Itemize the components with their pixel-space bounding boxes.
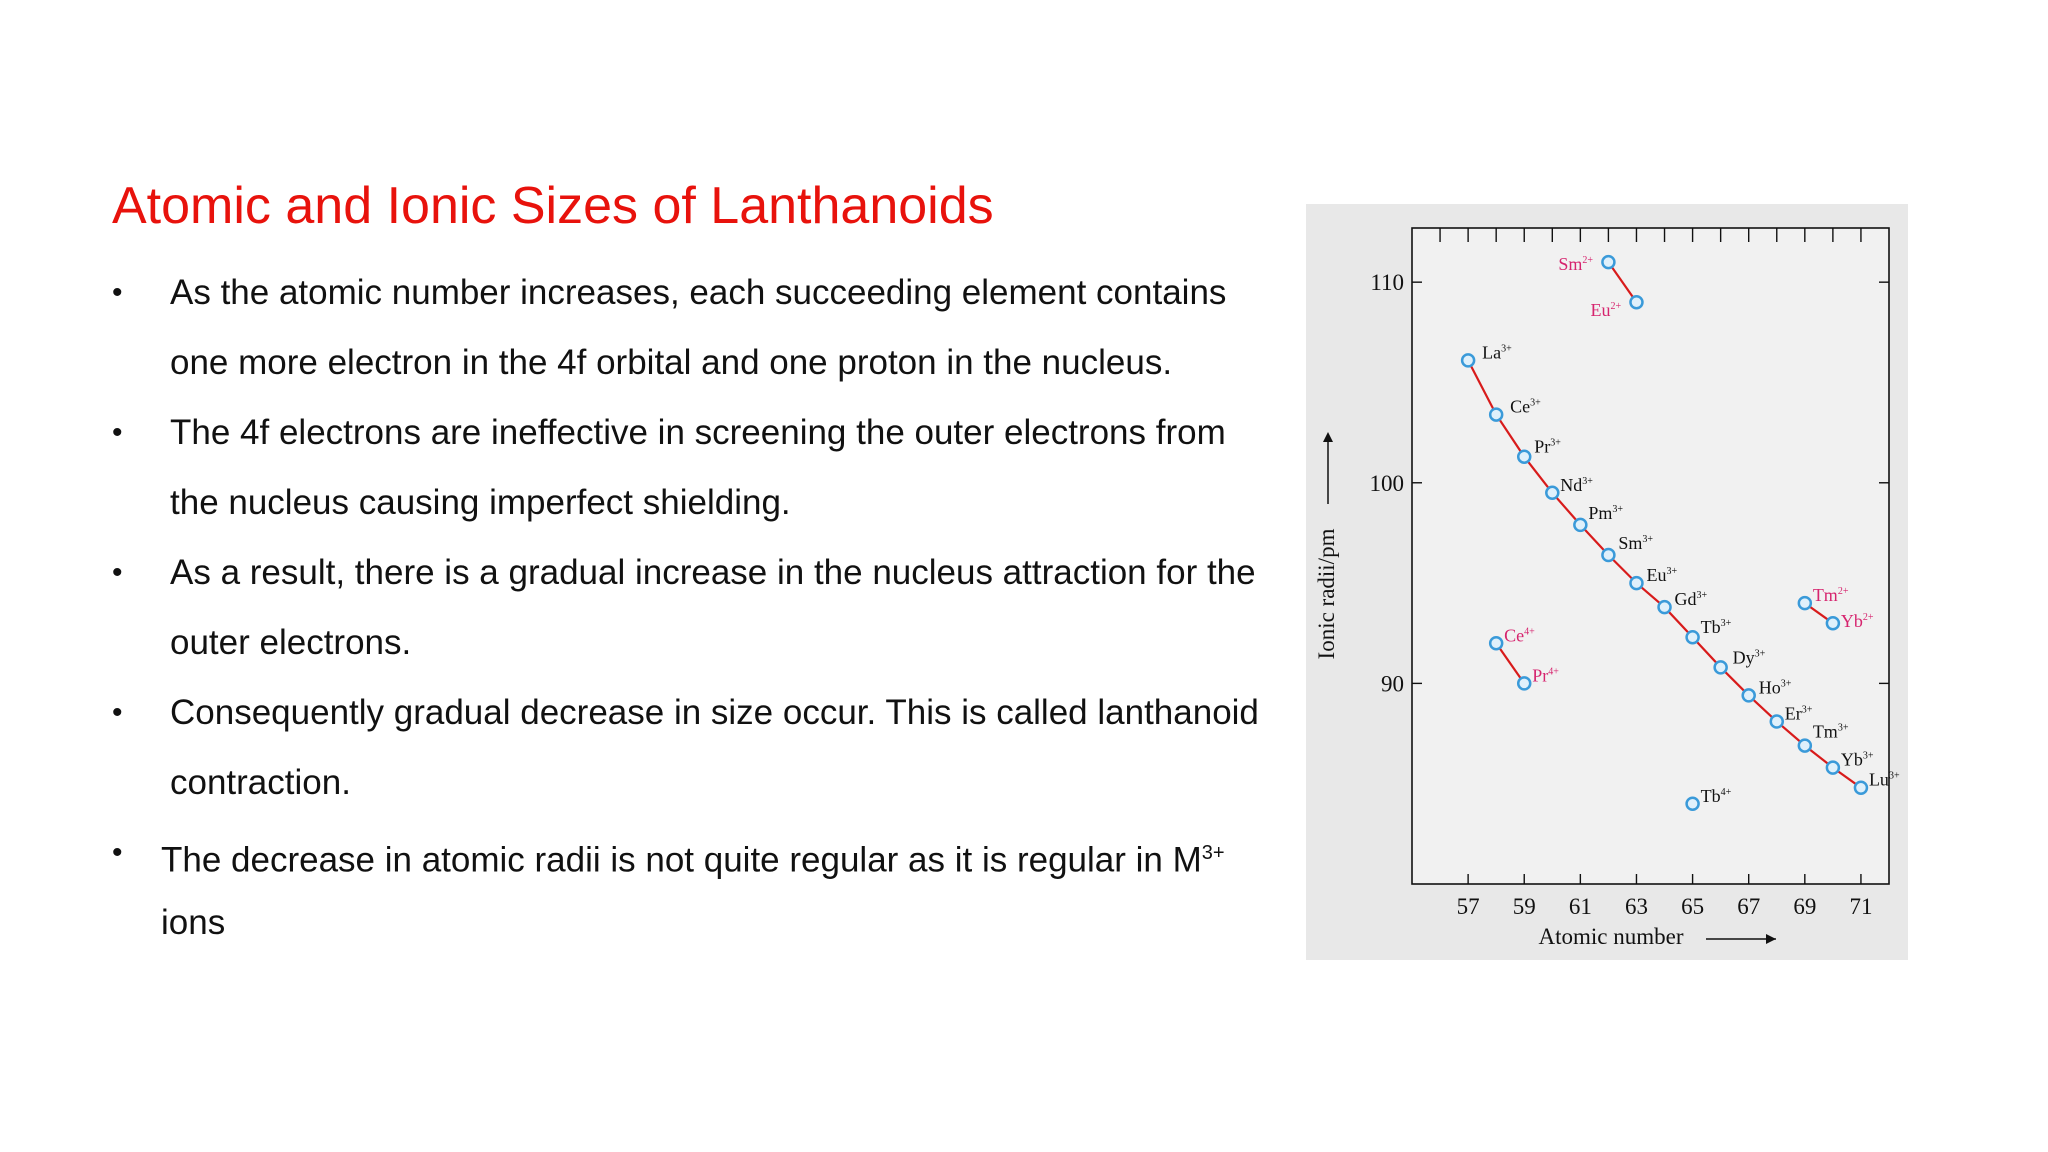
data-label-charge: 3+ bbox=[1612, 503, 1624, 515]
data-label-charge: 2+ bbox=[1610, 301, 1622, 313]
data-label-charge: 3+ bbox=[1754, 648, 1766, 660]
bullet-marker: • bbox=[112, 556, 123, 589]
bullet-text-line: one more electron in the 4f orbital and one proton in the nucleus. bbox=[170, 343, 1173, 382]
y-tick-label: 100 bbox=[1369, 470, 1404, 496]
x-tick-label: 59 bbox=[1512, 894, 1536, 919]
data-point bbox=[1462, 354, 1474, 366]
data-point bbox=[1659, 601, 1671, 613]
data-point bbox=[1574, 519, 1586, 531]
data-label-symbol: Pm bbox=[1588, 502, 1613, 523]
data-label-charge: 4+ bbox=[1720, 786, 1732, 798]
data-point bbox=[1630, 577, 1642, 589]
data-label-charge: 3+ bbox=[1530, 397, 1541, 409]
data-label-symbol: Tm bbox=[1812, 585, 1838, 606]
x-axis-arrowhead bbox=[1766, 934, 1776, 944]
bullet-text-line: Consequently gradual decrease in size occur. This is called lanthanoid bbox=[170, 693, 1259, 732]
bullet-marker: • bbox=[112, 276, 123, 309]
data-point bbox=[1827, 617, 1839, 629]
data-label-symbol: Pr bbox=[1532, 665, 1549, 686]
y-tick-label: 90 bbox=[1381, 671, 1404, 697]
bullet-text-line: ions bbox=[161, 903, 226, 942]
data-label-charge: 3+ bbox=[1801, 704, 1813, 716]
data-label-symbol: Yb bbox=[1840, 749, 1863, 770]
data-label-charge: 2+ bbox=[1862, 612, 1874, 624]
bullet-text-line: As a result, there is a gradual increase in the nucleus attraction for the bbox=[170, 553, 1256, 592]
x-axis-label: Atomic number bbox=[1538, 924, 1684, 949]
data-point bbox=[1602, 549, 1614, 561]
data-point bbox=[1799, 597, 1811, 609]
data-label-symbol: Yb bbox=[1840, 611, 1863, 632]
plot-frame bbox=[1412, 228, 1889, 884]
bullet-text-line: contraction. bbox=[170, 763, 351, 802]
data-label-symbol: Pr bbox=[1534, 436, 1551, 457]
data-label-charge: 4+ bbox=[1524, 626, 1535, 638]
y-axis-arrowhead bbox=[1323, 432, 1333, 442]
data-label-symbol: Nd bbox=[1560, 474, 1583, 495]
x-tick-label: 67 bbox=[1737, 894, 1761, 919]
data-label-symbol: La bbox=[1482, 342, 1502, 363]
bullet-text-line: the nucleus causing imperfect shielding. bbox=[170, 483, 791, 522]
data-label-symbol: Tb bbox=[1700, 785, 1721, 806]
data-label-symbol: Tm bbox=[1812, 721, 1838, 742]
data-point bbox=[1546, 487, 1558, 499]
data-label-charge: 3+ bbox=[1550, 437, 1561, 449]
data-label-symbol: Ce bbox=[1510, 396, 1531, 417]
data-label-symbol: Tb bbox=[1700, 617, 1721, 638]
x-tick-label: 57 bbox=[1456, 894, 1480, 919]
data-point bbox=[1827, 762, 1839, 774]
data-label-symbol: Lu bbox=[1868, 769, 1889, 790]
data-label-symbol: Er bbox=[1784, 703, 1802, 724]
bullet-marker: • bbox=[112, 696, 123, 729]
x-tick-label: 71 bbox=[1849, 894, 1873, 919]
bullet-superscript: 3+ bbox=[1201, 842, 1225, 864]
data-label-charge: 3+ bbox=[1837, 722, 1849, 734]
data-label-charge: 3+ bbox=[1501, 343, 1512, 355]
bullet-text-line: The 4f electrons are ineffective in screening the outer electrons from bbox=[170, 413, 1226, 452]
data-label-charge: 2+ bbox=[1837, 586, 1849, 598]
chart-svg bbox=[1306, 204, 1908, 960]
data-label-charge: 3+ bbox=[1720, 618, 1732, 630]
data-label-charge: 2+ bbox=[1582, 255, 1594, 267]
data-point bbox=[1715, 661, 1727, 673]
data-point bbox=[1630, 296, 1642, 308]
data-point bbox=[1799, 740, 1811, 752]
bullet-text-line: The decrease in atomic radii is not quite regular as it is regular in $M^{3+}$ bbox=[161, 840, 1225, 880]
data-label bbox=[1869, 770, 1900, 790]
data-label-charge: 3+ bbox=[1582, 475, 1593, 487]
bullet-text-line: outer electrons. bbox=[170, 623, 412, 662]
x-tick-label: 65 bbox=[1681, 894, 1705, 919]
data-label-charge: 3+ bbox=[1862, 750, 1874, 762]
x-tick-label: 63 bbox=[1624, 894, 1648, 919]
x-tick-label: 69 bbox=[1793, 894, 1817, 919]
data-point bbox=[1602, 256, 1614, 268]
data-point bbox=[1743, 689, 1755, 701]
data-label-symbol: Dy bbox=[1732, 647, 1755, 668]
data-label-charge: 3+ bbox=[1642, 533, 1654, 545]
data-point bbox=[1490, 637, 1502, 649]
data-point bbox=[1771, 716, 1783, 728]
data-point bbox=[1518, 451, 1530, 463]
ionic-radii-chart bbox=[1306, 204, 1908, 960]
data-label-charge: 3+ bbox=[1696, 590, 1708, 602]
y-tick-label: 110 bbox=[1370, 270, 1404, 296]
data-label-charge: 3+ bbox=[1666, 566, 1678, 578]
bullet-marker: • bbox=[112, 416, 123, 449]
bullet-marker: • bbox=[112, 836, 123, 869]
x-tick-label: 61 bbox=[1568, 894, 1592, 919]
y-axis-label: Ionic radii/pm bbox=[1314, 528, 1339, 660]
data-label-symbol: Sm bbox=[1558, 254, 1583, 275]
data-point bbox=[1687, 798, 1699, 810]
data-label-symbol: Eu bbox=[1646, 565, 1667, 586]
data-point bbox=[1687, 631, 1699, 643]
data-label-symbol: Ce bbox=[1504, 625, 1525, 646]
bullet-text-line: As the atomic number increases, each succeeding element contains bbox=[170, 273, 1227, 312]
data-label-symbol: Sm bbox=[1618, 532, 1643, 553]
data-point bbox=[1490, 409, 1502, 421]
data-label-symbol: Ho bbox=[1758, 677, 1781, 698]
data-label-symbol: Gd bbox=[1674, 589, 1697, 610]
slide-title: Atomic and Ionic Sizes of Lanthanoids bbox=[112, 177, 994, 235]
data-label-charge: 4+ bbox=[1548, 666, 1559, 678]
data-label-symbol: Eu bbox=[1590, 300, 1611, 321]
data-point bbox=[1518, 677, 1530, 689]
data-label-charge: 3+ bbox=[1888, 770, 1900, 782]
data-label-charge: 3+ bbox=[1780, 678, 1792, 690]
data-point bbox=[1855, 782, 1867, 794]
